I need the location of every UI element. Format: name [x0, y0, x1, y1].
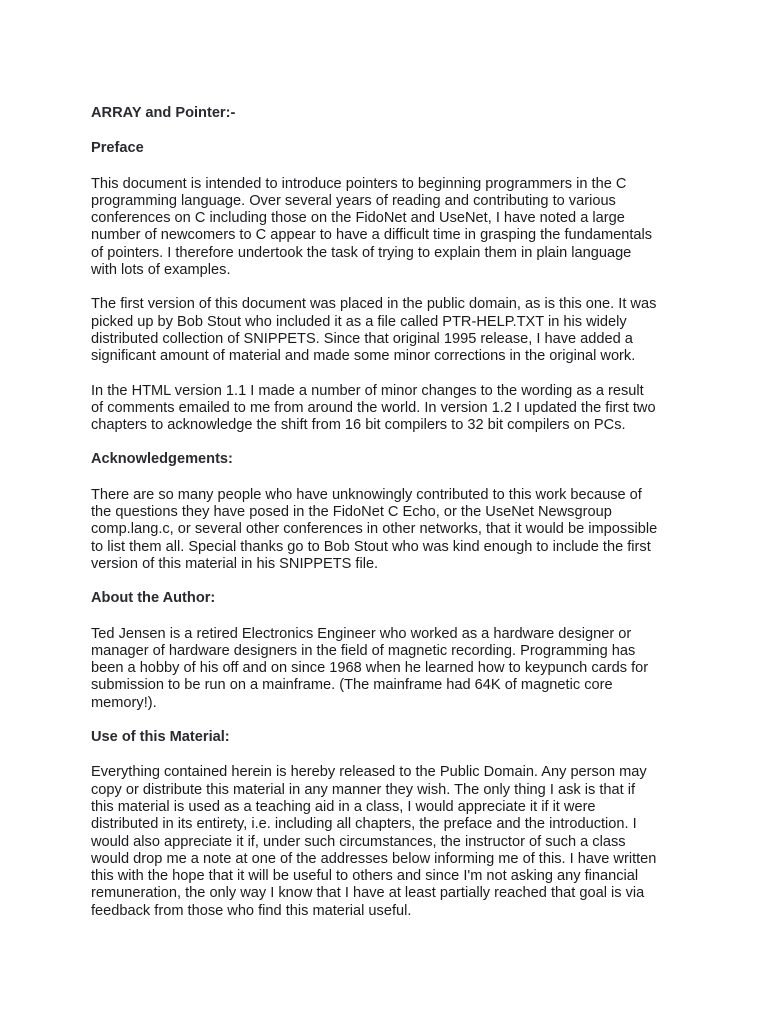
text-line: conferences on C including those on the FidoNet and UseNet, I have noted a large [91, 210, 625, 227]
text-line: There are so many people who have unknowingly contributed to this work because of [91, 486, 642, 503]
text-line: been a hobby of his off and on since 1968 when he learned how to keypunch cards for [91, 660, 649, 677]
section-heading-author: About the Author: [91, 590, 216, 607]
text-line: manager of hardware designers in the field of magnetic recording. Programming has [91, 642, 636, 659]
text-line: with lots of examples. [91, 262, 231, 279]
text-line: The first version of this document was placed in the public domain, as is this one. It was [91, 296, 657, 313]
text-line: version of this material in his SNIPPETS file. [91, 555, 379, 572]
preface-paragraph-1 [91, 176, 691, 280]
section-heading-preface: Preface [91, 140, 144, 157]
text-line: the questions they have posed in the FidoNet C Echo, or the UseNet Newsgroup [91, 504, 612, 521]
text-line: distributed collection of SNIPPETS. Since that original 1995 release, I have added a [91, 330, 633, 347]
text-line: chapters to acknowledge the shift from 16 bit compilers to 32 bit compilers on PCs. [91, 417, 626, 434]
text-line: feedback from those who find this material useful. [91, 902, 412, 919]
text-line: this with the hope that it will be useful to others and since I'm not asking any financial [91, 868, 639, 885]
text-line: this material is used as a teaching aid in a class, I would appreciate it if it were [91, 798, 596, 815]
text-line: memory!). [91, 694, 157, 711]
section-heading-use: Use of this Material: [91, 729, 230, 746]
author-paragraph [91, 626, 691, 712]
document-content [91, 105, 691, 937]
text-line: of comments emailed to me from around the world. In version 1.2 I updated the first two [91, 399, 656, 416]
text-line: of pointers. I therefore undertook the task of trying to explain them in plain language [91, 244, 632, 261]
preface-paragraph-2 [91, 296, 691, 365]
use-paragraph [91, 764, 691, 920]
text-line: number of newcomers to C appear to have a difficult time in grasping the fundamentals [91, 227, 653, 244]
text-line: picked up by Bob Stout who included it as a file called PTR-HELP.TXT in his widely [91, 313, 627, 330]
text-line: programming language. Over several years of reading and contributing to various [91, 192, 616, 209]
text-line: would also appreciate it if, under such circumstances, the instructor of such a class [91, 833, 626, 850]
text-line: would drop me a note at one of the addresses below informing me of this. I have written [91, 850, 657, 867]
text-line: significant amount of material and made some minor corrections in the original work. [91, 348, 636, 365]
text-line: This document is intended to introduce pointers to beginning programmers in the C [91, 175, 627, 192]
text-line: distributed in its entirety, i.e. including all chapters, the preface and the introduction. I [91, 816, 637, 833]
acknowledgements-paragraph [91, 487, 691, 573]
text-line: copy or distribute this material in any manner they wish. The only thing I ask is that if [91, 781, 636, 798]
text-line: submission to be run on a mainframe. (The mainframe had 64K of magnetic core [91, 677, 613, 694]
text-line: In the HTML version 1.1 I made a number of minor changes to the wording as a result [91, 382, 644, 399]
section-heading-acknowledgements: Acknowledgements: [91, 451, 233, 468]
text-line: Everything contained herein is hereby released to the Public Domain. Any person may [91, 764, 647, 781]
text-line: to list them all. Special thanks go to Bob Stout who was kind enough to include the first [91, 538, 651, 555]
text-line: remuneration, the only way I know that I have at least partially reached that goal is via [91, 885, 645, 902]
preface-paragraph-3 [91, 383, 691, 435]
document-title: ARRAY and Pointer:- [91, 105, 236, 121]
text-line: comp.lang.c, or several other conferences in other networks, that it would be impossible [91, 521, 658, 538]
text-line: Ted Jensen is a retired Electronics Engineer who worked as a hardware designer or [91, 625, 632, 642]
